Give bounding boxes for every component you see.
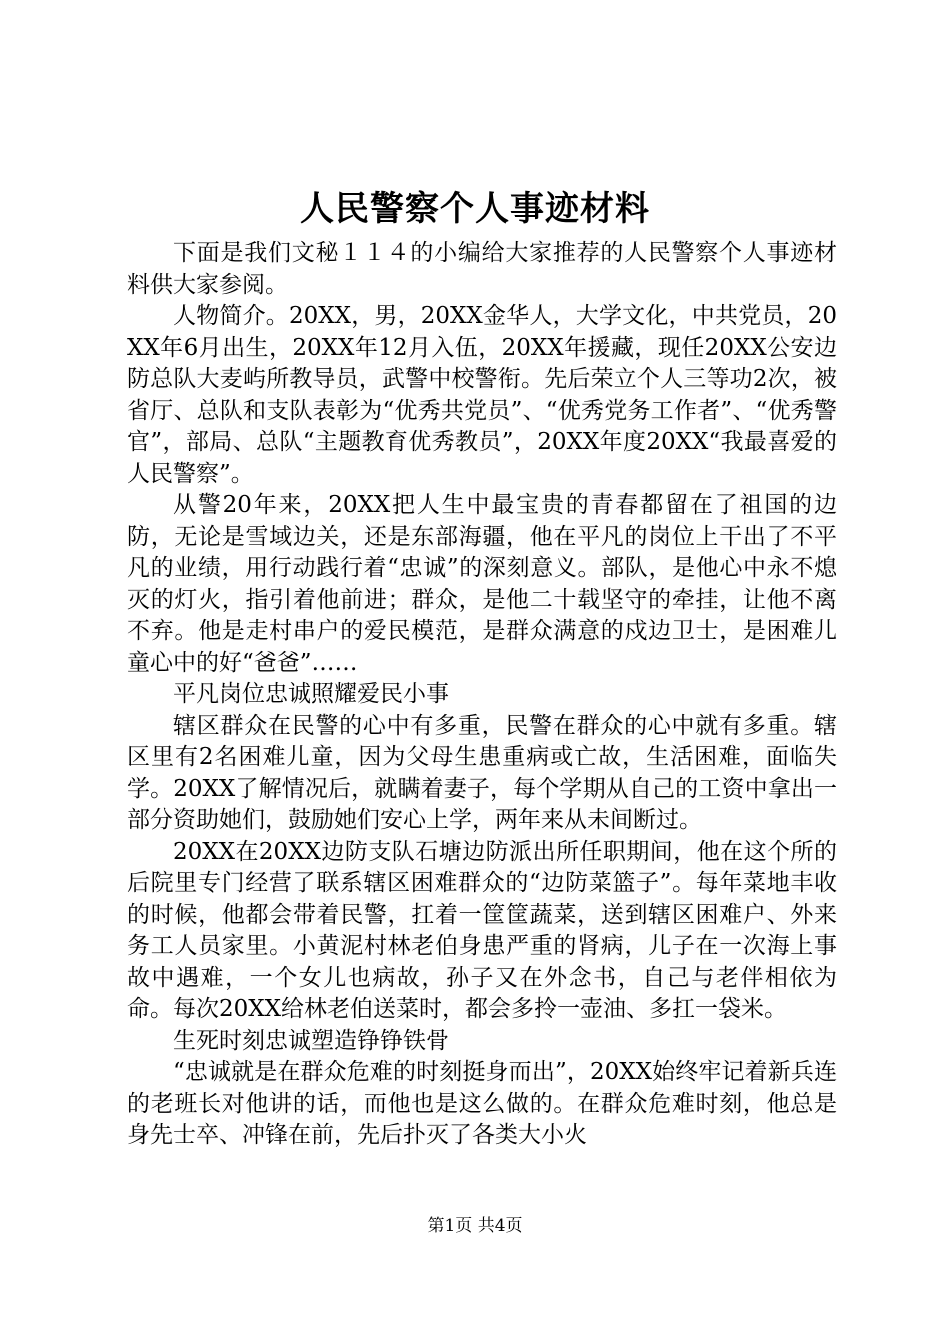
paragraph-intro: 下面是我们文秘１１４的小编给大家推荐的人民警察个人事迹材料供大家参阅。	[127, 240, 837, 298]
document-title: 人民警察个人事迹材料	[300, 189, 650, 229]
section-heading-2: 生死时刻忠诚塑造铮铮铁骨	[173, 1027, 449, 1054]
paragraph-loyalty: “忠诚就是在群众危难的时刻挺身而出”，20XX始终牢记着新兵连的老班长对他讲的话，而他也是这么做的。在群众危难时刻，他总是身先士卒、冲锋在前，先后扑灭了各类大小火	[127, 1059, 837, 1148]
paragraph-vegetable-basket: 20XX在20XX边防支队石塘边防派出所任职期间，他在这个所的后院里专门经营了联系辖区困难群众的“边防菜篮子”。每年菜地丰收的时候，他都会带着民警，扛着一筐筐蔬菜，送到辖区困难户、外来务工人员家里。小黄泥村林老伯身患严重的肾病，儿子在一次海上事故中遇难，一个女儿也病故，孙子又在外念书，自己与老伴相依为命。每次20XX给林老伯送菜时，都会多拎一壶油、多扛一袋米。	[127, 838, 837, 1022]
document-body	[127, 238, 837, 1152]
page-footer: 第1页 共4页	[427, 1216, 523, 1236]
paragraph-profile: 人物简介。20XX，男，20XX金华人，大学文化，中共党员，20XX年6月出生，20XX年12月入伍，20XX年援藏，现任20XX公安边防总队大麦屿所教导员，武警中校警衔。先后荣立个人三等功2次，被省厅、总队和支队表彰为“优秀共党员”、“优秀党务工作者”、“优秀警官”，部局、总队“主题教育优秀教员”，20XX年度20XX“我最喜爱的人民警察”。	[127, 303, 837, 487]
paragraph-children-aid: 辖区群众在民警的心中有多重，民警在群众的心中就有多重。辖区里有2名困难儿童，因为父母生患重病或亡故，生活困难，面临失学。20XX了解情况后，就瞒着妻子，每个学期从自己的工资中拿出一部分资助她们，鼓励她们安心上学，两年来从未间断过。	[127, 712, 837, 833]
section-heading-1: 平凡岗位忠诚照耀爱民小事	[173, 681, 449, 707]
paragraph-service: 从警20年来，20XX把人生中最宝贵的青春都留在了祖国的边防，无论是雪域边关，还是东部海疆，他在平凡的岗位上干出了不平凡的业绩，用行动践行着“忠诚”的深刻意义。部队，是他心中永不熄灭的灯火，指引着他前进；群众，是他二十载坚守的牵挂，让他不离不弃。他是走村串户的爱民模范，是群众满意的戍边卫士，是困难儿童心中的好“爸爸”……	[127, 492, 837, 676]
